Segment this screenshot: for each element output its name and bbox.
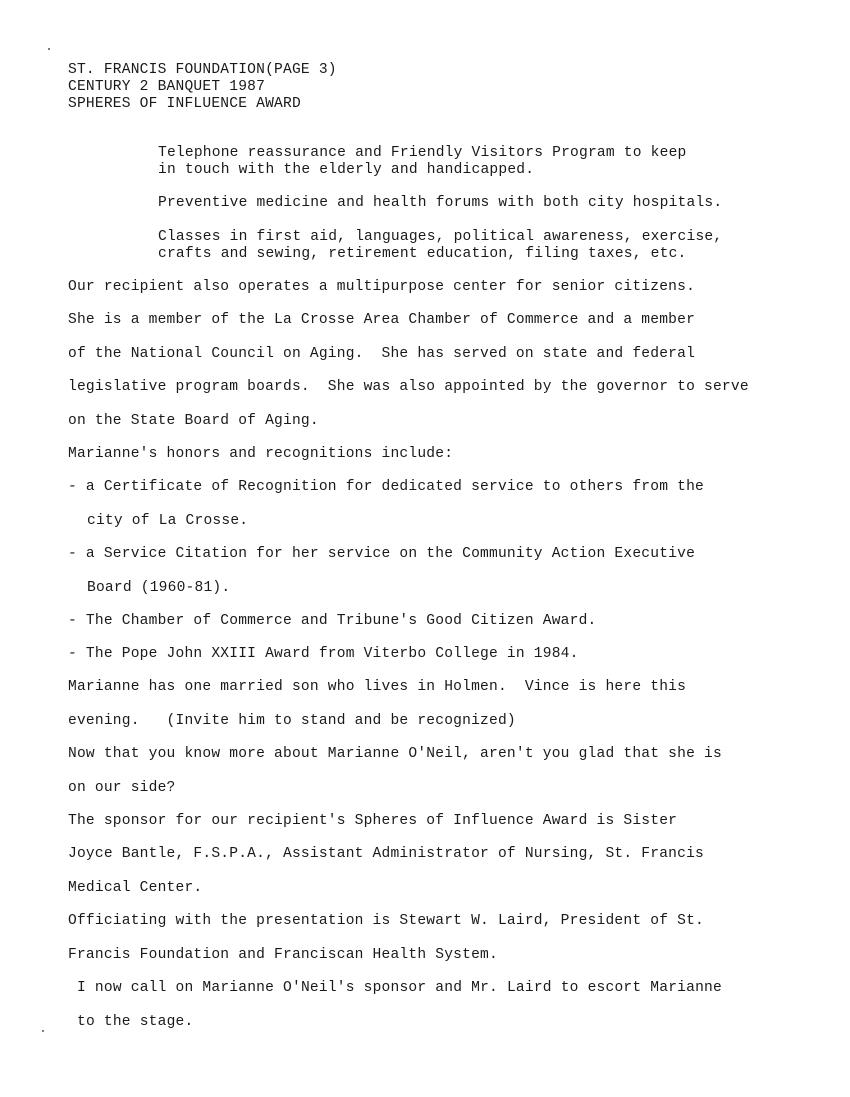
program-3-line-1: Classes in first aid, languages, political awareness, exercise, [158,229,723,245]
body-line: Marianne has one married son who lives in Holmen. Vince is here this [68,679,687,695]
body-line: Medical Center. [68,880,203,896]
body-line: The sponsor for our recipient's Spheres of Influence Award is Sister [68,813,678,829]
honors-item: - The Pope John XXIII Award from Viterbo College in 1984. [68,646,579,662]
honors-item-continuation: city of La Crosse. [87,513,249,529]
body-line: I now call on Marianne O'Neil's sponsor and Mr. Laird to escort Marianne [77,980,722,996]
honors-item: - a Service Citation for her service on the Community Action Executive [68,546,696,562]
honors-heading: Marianne's honors and recognitions include: [68,446,454,462]
program-2-line-1: Preventive medicine and health forums with both city hospitals. [158,195,723,211]
body-line: to the stage. [77,1014,194,1030]
honors-item: - The Chamber of Commerce and Tribune's Good Citizen Award. [68,613,597,629]
body-line: Francis Foundation and Franciscan Health System. [68,947,498,963]
scan-speck [48,48,50,50]
body-line: She is a member of the La Crosse Area Chamber of Commerce and a member [68,312,696,328]
program-1-line-1: Telephone reassurance and Friendly Visitors Program to keep [158,145,687,161]
body-line: legislative program boards. She was also appointed by the governor to serve [68,379,749,395]
body-line: evening. (Invite him to stand and be recognized) [68,713,516,729]
body-line: Now that you know more about Marianne O'Neil, aren't you glad that she is [68,746,722,762]
header-line-1: ST. FRANCIS FOUNDATION(PAGE 3) [68,62,337,78]
body-line: on our side? [68,780,176,796]
body-line: on the State Board of Aging. [68,413,319,429]
program-3-line-2: crafts and sewing, retirement education, filing taxes, etc. [158,246,687,262]
scan-speck [42,1030,44,1032]
header-line-3: SPHERES OF INFLUENCE AWARD [68,96,301,112]
body-line: Officiating with the presentation is Stewart W. Laird, President of St. [68,913,704,929]
body-line: Joyce Bantle, F.S.P.A., Assistant Administrator of Nursing, St. Francis [68,846,704,862]
body-line: of the National Council on Aging. She has served on state and federal [68,346,696,362]
program-1-line-2: in touch with the elderly and handicapped. [158,162,535,178]
body-line: Our recipient also operates a multipurpose center for senior citizens. [68,279,696,295]
honors-item: - a Certificate of Recognition for dedicated service to others from the [68,479,704,495]
honors-item-continuation: Board (1960-81). [87,580,231,596]
header-line-2: CENTURY 2 BANQUET 1987 [68,79,266,95]
